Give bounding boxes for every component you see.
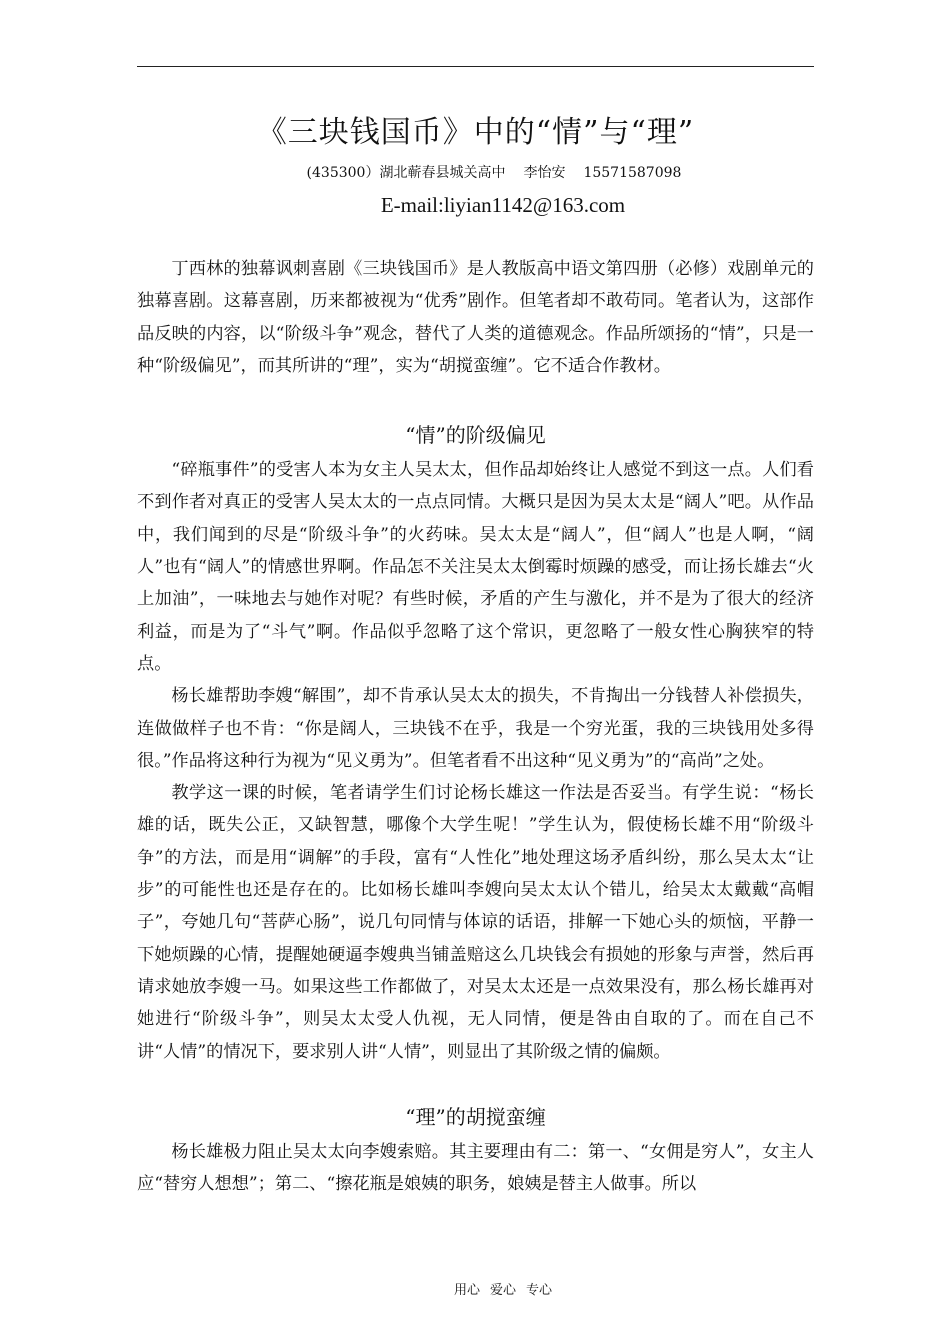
footer-item: 爱心 xyxy=(489,1283,516,1298)
article-body xyxy=(137,253,814,1200)
author-name: 李怡安 xyxy=(523,165,566,181)
page-footer xyxy=(137,1281,869,1301)
body-paragraph: 杨长雄极力阻止吴太太向李嫂索赔。其主要理由有二：第一、“女佣是穷人”，女主人应“替穷人想想”；第二、“擦花瓶是娘姨的职务，娘姨是替主人做事。所以 xyxy=(137,1141,814,1195)
header-rule xyxy=(137,66,814,67)
footer-item: 用心 xyxy=(453,1283,480,1298)
section-heading-li: “理”的胡搅蛮缠 xyxy=(405,1104,546,1129)
body-paragraph: “碎瓶事件”的受害人本为女主人吴太太，但作品却始终让人感觉不到这一点。人们看不到作者对真正的受害人吴太太的一点点同情。大概只是因为吴太太是“阔人”吧。从作品中，我们闻到的尽是“阶级斗争”的火药味。吴太太是“阔人”，但“阔人”也是人啊，“阔人”也有“阔人”的情感世界啊。作品怎不关注吴太太倒霉时烦躁的感受，而让扬长雄去“火上加油”，一味地去与她作对呢？有些时候，矛盾的产生与激化，并不是为了很大的经济利益，而是为了“斗气”啊。作品似乎忽略了这个常识，更忽略了一般女性心胸狭窄的特点。 xyxy=(137,460,814,674)
body-paragraph: 杨长雄帮助李嫂“解围”，却不肯承认吴太太的损失，不肯掏出一分钱替人补偿损失，连做做样子也不肯：“你是阔人，三块钱不在乎，我是一个穷光蛋，我的三块钱用处多得很。”作品将这种行为视为“见义勇为”。但笔者看不出这种“见义勇为”的“高尚”之处。 xyxy=(137,686,814,771)
author-phone: 15571587098 xyxy=(583,165,682,181)
section-heading-qing: “情”的阶级偏见 xyxy=(405,423,546,448)
author-email: E-mail:liyian1142@163.com xyxy=(380,193,626,217)
footer-item: 专心 xyxy=(526,1283,553,1298)
body-paragraph: 教学这一课的时候，笔者请学生们讨论杨长雄这一作法是否妥当。有学生说：“杨长雄的话，既失公正，又缺智慧，哪像个大学生呢！”学生认为，假使杨长雄不用“阶级斗争”的方法，而是用“调解”的手段，富有“人性化”地处理这场矛盾纠纷，那么吴太太“让步”的可能性也还是存在的。比如杨长雄叫李嫂向吴太太认个错儿，给吴太太戴戴“高帽子”，夸她几句“菩萨心肠”，说几句同情与体谅的话语，排解一下她心头的烦恼，平静一下她烦躁的心情，提醒她硬逼李嫂典当铺盖赔这么几块钱会有损她的形象与声誉，然后再请求她放李嫂一马。如果这些工作都做了，对吴太太还是一点效果没有，那么杨长雄再对她进行“阶级斗争”，则吴太太受人仇视，无人同情，便是咎由自取的了。而在自己不讲“人情”的情况下，要求别人讲“人情”，则显出了其阶级之情的偏颇。 xyxy=(137,783,814,1062)
author-school: (435300）湖北蕲春县城关高中 xyxy=(306,165,506,181)
article-title: 《三块钱国币》中的“情”与“理” xyxy=(256,115,695,150)
author-line xyxy=(137,163,869,183)
intro-paragraph: 丁西林的独幕讽刺喜剧《三块钱国币》是人教版高中语文第四册（必修）戏剧单元的独幕喜剧。这幕喜剧，历来都被视为“优秀”剧作。但笔者却不敢苟同。笔者认为，这部作品反映的内容，以“阶级斗争”观念，替代了人类的道德观念。作品所颂扬的“情”，只是一种“阶级偏见”，而其所讲的“理”，实为“胡搅蛮缠”。它不适合作教材。 xyxy=(137,259,814,376)
